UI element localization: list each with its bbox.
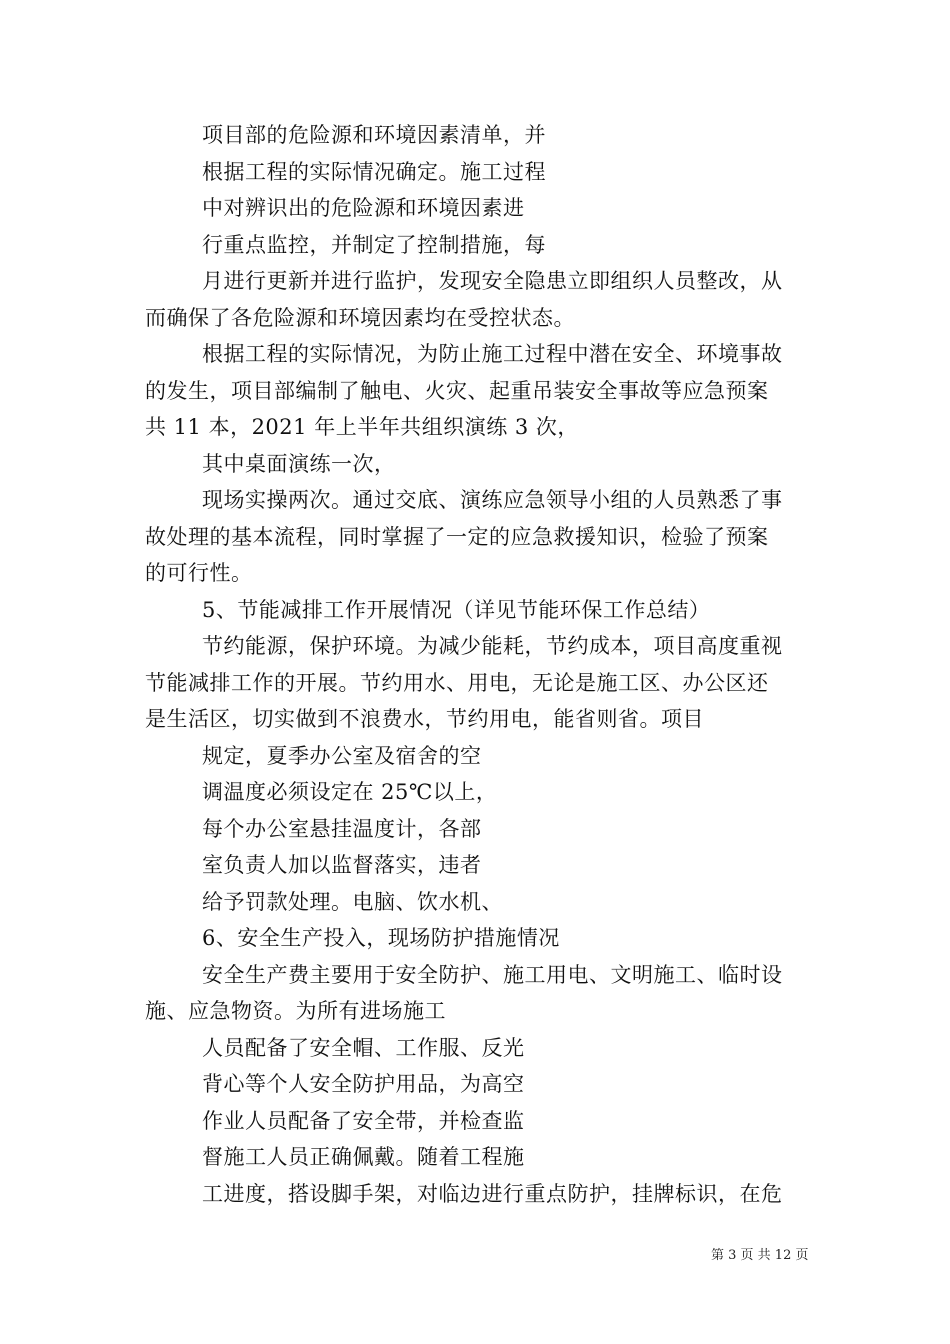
text-line: 其中桌面演练一次， [202,451,396,476]
text-line: 月进行更新并进行监护，发现安全隐患立即组织人员整改，从 [202,269,783,293]
text-line: 督施工人员正确佩戴。随着工程施 [202,1145,525,1169]
text-line: 的可行性。 [145,561,253,585]
text-line: 每个办公室悬挂温度计，各部 [202,816,482,841]
text-line: 中对辨识出的危险源和环境因素进 [202,196,525,220]
text-line: 5、节能减排工作开展情况（详见节能环保工作总结） [202,597,711,622]
text-line: 作业人员配备了安全带，并检查监 [202,1108,525,1133]
text-line: 安全生产费主要用于安全防护、施工用电、文明施工、临时设 [202,962,783,987]
text-line: 根据工程的实际情况，为防止施工过程中潜在安全、环境事故 [202,342,783,366]
document-body [145,117,815,1212]
text-line: 室负责人加以监督落实，违者 [202,853,482,877]
text-line: 行重点监控，并制定了控制措施，每 [202,232,546,257]
text-line: 施、应急物资。为所有进场施工 [145,999,446,1023]
text-line: 的发生，项目部编制了触电、火灾、起重吊装安全事故等应急预案 [145,378,769,403]
text-line: 给予罚款处理。电脑、饮水机、 [202,889,503,914]
text-line: 项目部的危险源和环境因素清单，并 [202,123,546,147]
text-line: 故处理的基本流程，同时掌握了一定的应急救援知识，检验了预案 [145,524,769,549]
text-line: 而确保了各危险源和环境因素均在受控状态。 [145,305,575,330]
text-line: 节能减排工作的开展。节约用水、用电，无论是施工区、办公区还 [145,670,769,695]
text-line: 6、安全生产投入，现场防护措施情况 [202,926,560,950]
text-line: 根据工程的实际情况确定。施工过程 [202,159,546,184]
text-line: 是生活区，切实做到不浪费水，节约用电，能省则省。项目 [145,707,704,731]
text-line: 工进度，搭设脚手架，对临边进行重点防护，挂牌标识，在危 [202,1181,783,1206]
text-line: 现场实操两次。通过交底、演练应急领导小组的人员熟悉了事 [202,488,783,512]
text-line: 调温度必须设定在 25℃以上， [202,780,498,804]
page-number-footer: 第 3 页 共 12 页 [711,1248,809,1263]
text-line: 背心等个人安全防护用品，为高空 [202,1072,525,1096]
text-line: 节约能源，保护环境。为减少能耗，节约成本，项目高度重视 [202,634,783,658]
text-line: 共 11 本，2021 年上半年共组织演练 3 次， [145,415,579,439]
text-line: 规定，夏季办公室及宿舍的空 [202,743,482,768]
text-line: 人员配备了安全帽、工作服、反光 [202,1035,525,1060]
